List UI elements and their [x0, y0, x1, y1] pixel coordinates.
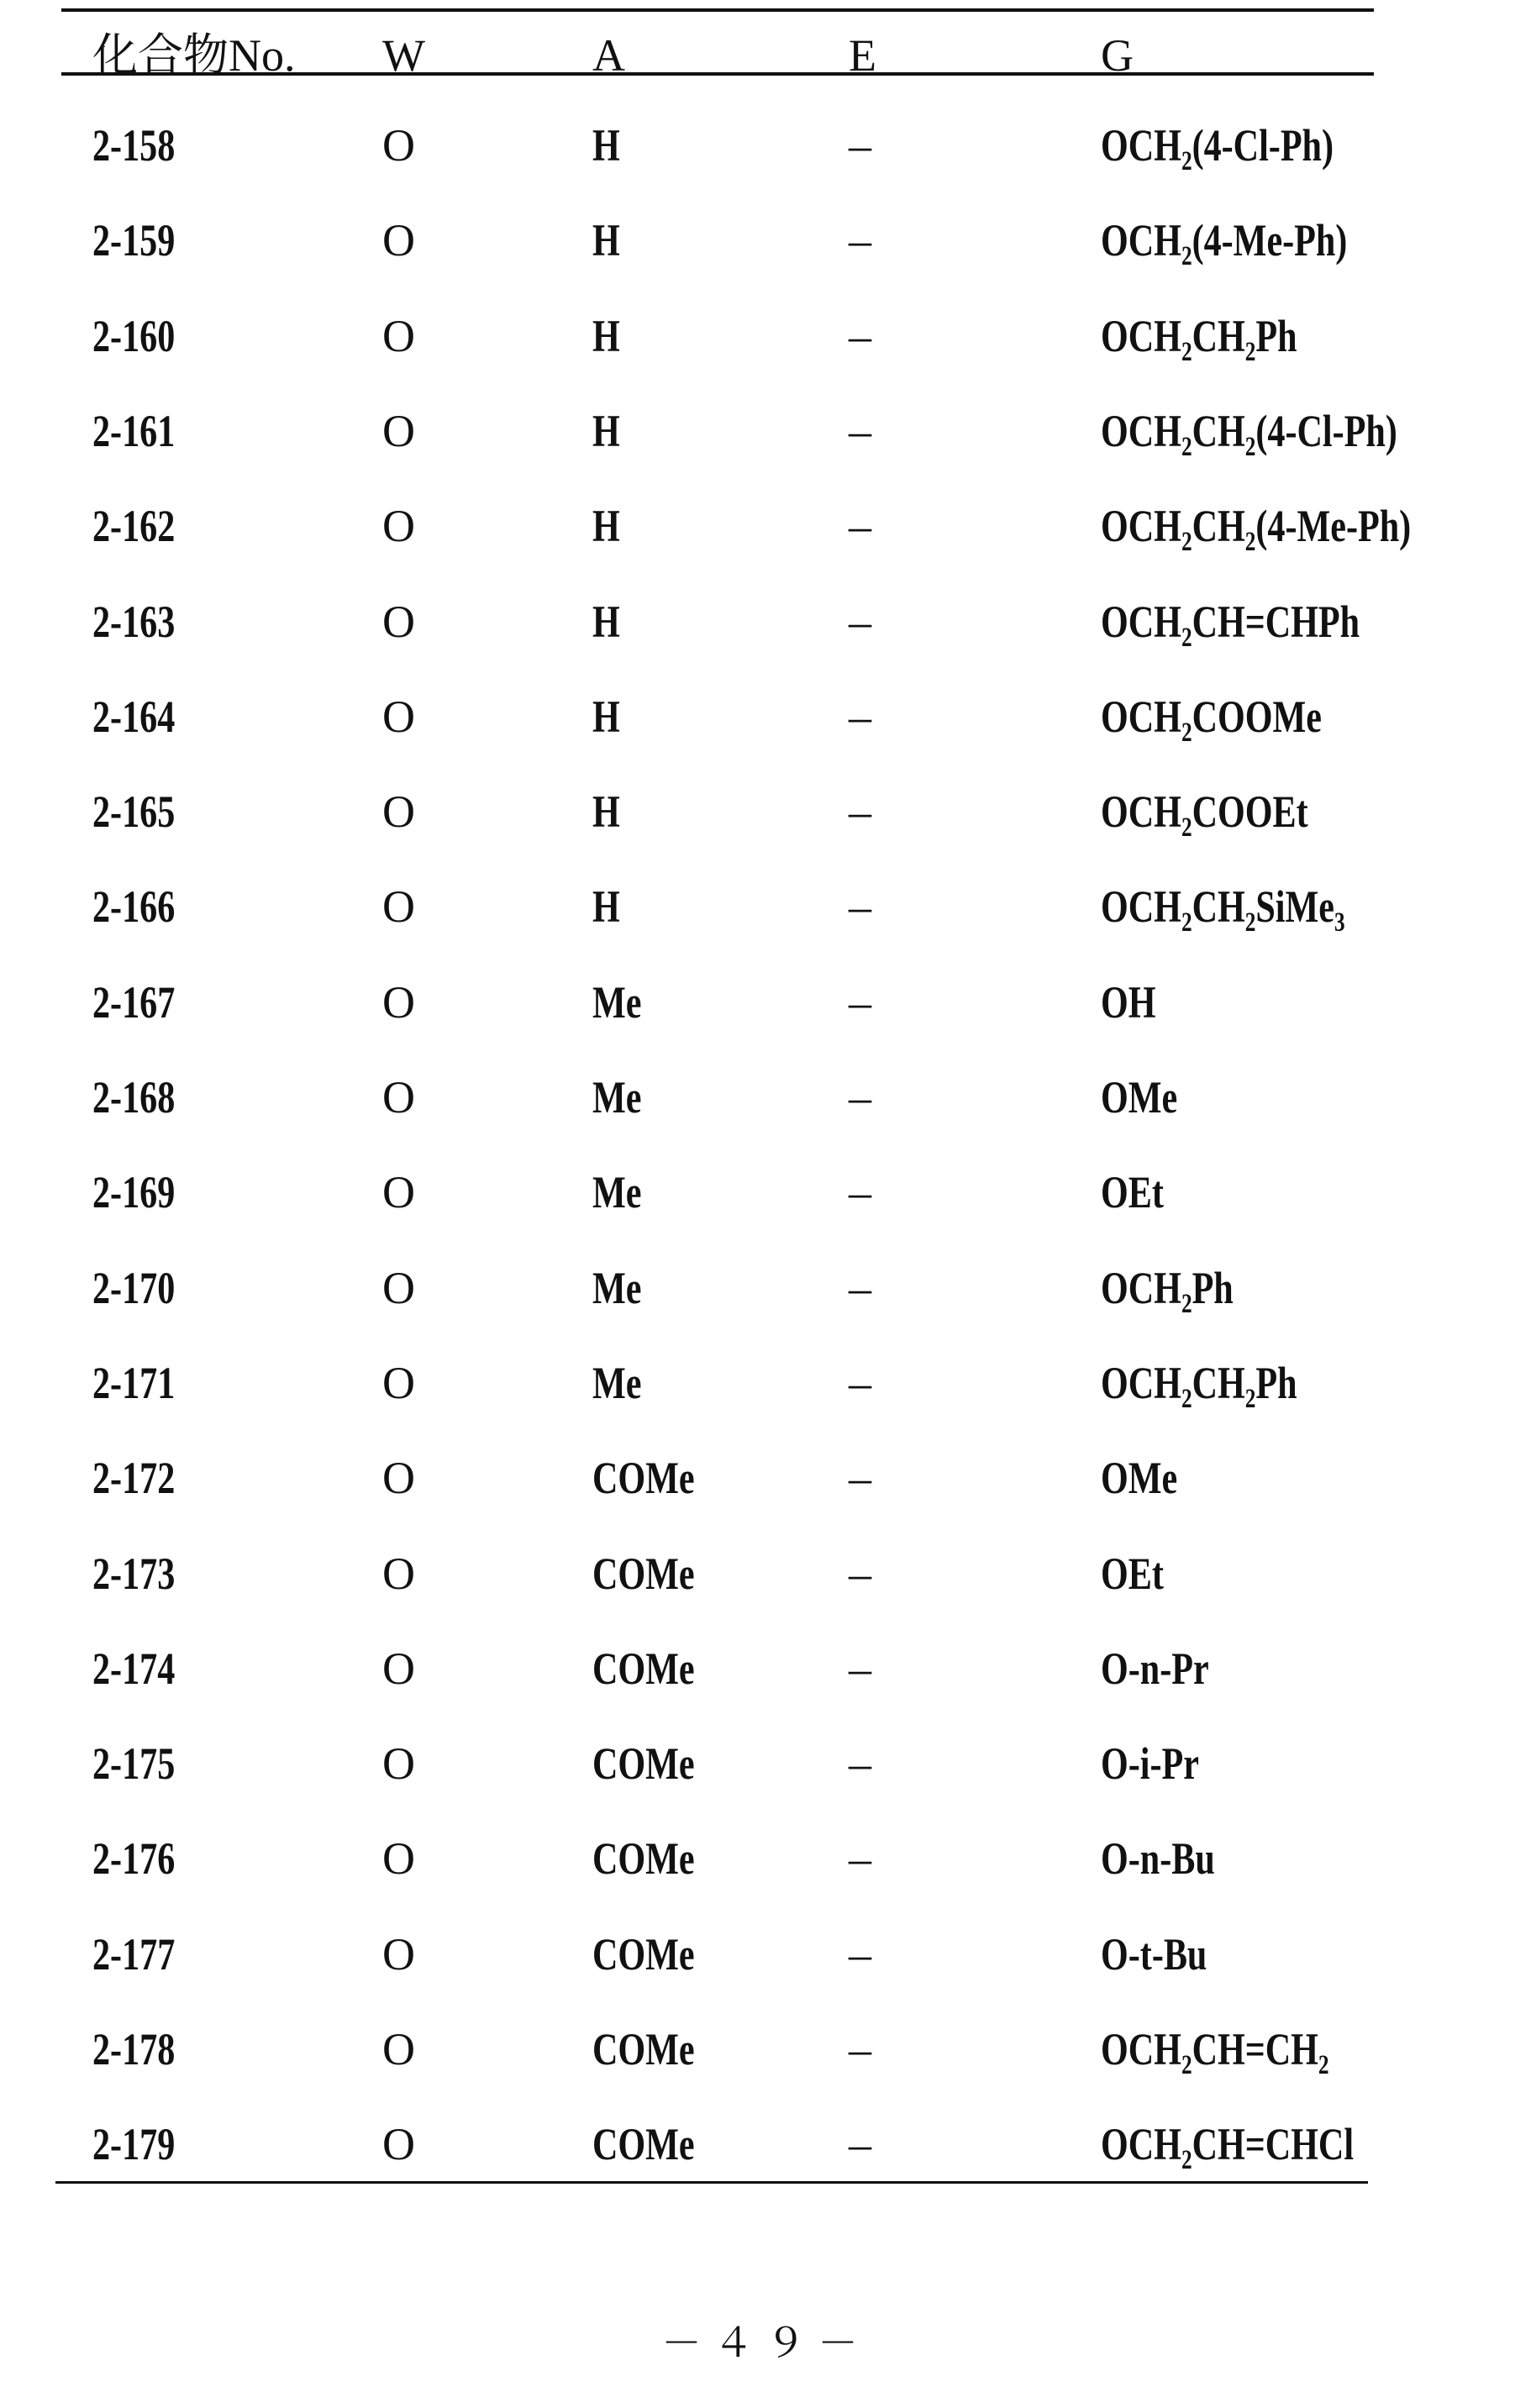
cell-e: – — [849, 1072, 871, 1123]
cell-e: – — [849, 501, 871, 551]
cell-w: O — [382, 1263, 415, 1313]
cell-no: 2-171 — [92, 1358, 175, 1408]
header-bottom-rule — [61, 72, 1374, 76]
cell-a: COMe — [592, 2024, 695, 2074]
cell-no: 2-166 — [92, 881, 175, 932]
cell-w: O — [382, 215, 415, 266]
cell-w: O — [382, 786, 415, 837]
cell-e: – — [849, 2024, 871, 2074]
cell-a: Me — [592, 1358, 641, 1408]
cell-e: – — [849, 1548, 871, 1599]
cell-a: Me — [592, 1167, 641, 1217]
cell-g: OCH₂CH₂Ph — [1101, 311, 1297, 361]
cell-a: H — [592, 311, 620, 361]
cell-a: H — [592, 120, 620, 171]
cell-g: OCH₂CH=CHCl — [1101, 2119, 1354, 2169]
cell-e: – — [849, 977, 871, 1028]
cell-no: 2-172 — [92, 1453, 175, 1503]
cell-g: O-n-Pr — [1101, 1643, 1209, 1694]
cell-no: 2-163 — [92, 597, 175, 647]
cell-w: O — [382, 1929, 415, 1980]
table-top-rule — [61, 8, 1374, 12]
cell-no: 2-170 — [92, 1263, 175, 1313]
cell-e: – — [849, 1453, 871, 1503]
cell-e: – — [849, 2119, 871, 2169]
cell-w: O — [382, 311, 415, 361]
cell-no: 2-160 — [92, 311, 175, 361]
cell-g: OCH₂(4-Me-Ph) — [1101, 215, 1347, 266]
cell-e: – — [849, 786, 871, 837]
cell-g: OEt — [1101, 1548, 1164, 1599]
cell-g: OCH₂CH₂SiMe₃ — [1101, 881, 1345, 932]
cell-w: O — [382, 120, 415, 171]
cell-no: 2-158 — [92, 120, 175, 171]
cell-w: O — [382, 1643, 415, 1694]
cell-a: COMe — [592, 1738, 695, 1789]
cell-a: H — [592, 691, 620, 742]
cell-g: OCH₂COOEt — [1101, 786, 1308, 837]
cell-no: 2-167 — [92, 977, 175, 1028]
cell-no: 2-178 — [92, 2024, 175, 2074]
cell-e: – — [849, 1358, 871, 1408]
cell-w: O — [382, 1738, 415, 1789]
cell-e: – — [849, 1738, 871, 1789]
cell-no: 2-159 — [92, 215, 175, 266]
cell-e: – — [849, 1833, 871, 1884]
cell-g: OCH₂CH₂(4-Cl-Ph) — [1101, 406, 1397, 456]
cell-no: 2-164 — [92, 691, 175, 742]
cell-a: Me — [592, 977, 641, 1028]
page-number: －４９－ — [0, 2311, 1531, 2369]
cell-no: 2-168 — [92, 1072, 175, 1123]
header-g: G — [1101, 30, 1134, 81]
cell-g: OCH₂(4-Cl-Ph) — [1101, 120, 1334, 171]
header-a: A — [592, 30, 625, 81]
cell-a: H — [592, 501, 620, 551]
cell-a: H — [592, 881, 620, 932]
cell-w: O — [382, 1167, 415, 1217]
cell-a: Me — [592, 1263, 641, 1313]
cell-e: – — [849, 120, 871, 171]
cell-no: 2-173 — [92, 1548, 175, 1599]
cell-w: O — [382, 977, 415, 1028]
cell-w: O — [382, 2119, 415, 2169]
cell-w: O — [382, 691, 415, 742]
cell-a: Me — [592, 1072, 641, 1123]
table-bottom-rule — [55, 2181, 1368, 2184]
cell-w: O — [382, 501, 415, 551]
cell-no: 2-161 — [92, 406, 175, 456]
cell-g: O-t-Bu — [1101, 1929, 1207, 1980]
cell-e: – — [849, 881, 871, 932]
cell-w: O — [382, 1072, 415, 1123]
cell-w: O — [382, 406, 415, 456]
cell-g: OCH₂COOMe — [1101, 691, 1322, 742]
cell-a: H — [592, 597, 620, 647]
cell-e: – — [849, 1167, 871, 1217]
cell-g: OCH₂CH₂Ph — [1101, 1358, 1297, 1408]
cell-g: O-n-Bu — [1101, 1833, 1215, 1884]
cell-g: OCH₂CH=CH₂ — [1101, 2024, 1329, 2074]
cell-a: COMe — [592, 1453, 695, 1503]
cell-g: OMe — [1101, 1453, 1177, 1503]
cell-g: O-i-Pr — [1101, 1738, 1199, 1789]
cell-a: COMe — [592, 1833, 695, 1884]
header-w: W — [382, 30, 425, 81]
cell-a: H — [592, 786, 620, 837]
cell-e: – — [849, 406, 871, 456]
cell-e: – — [849, 597, 871, 647]
cell-a: H — [592, 406, 620, 456]
cell-a: H — [592, 215, 620, 266]
cell-no: 2-176 — [92, 1833, 175, 1884]
cell-g: OMe — [1101, 1072, 1177, 1123]
cell-w: O — [382, 597, 415, 647]
cell-a: COMe — [592, 1929, 695, 1980]
cell-w: O — [382, 1358, 415, 1408]
cell-g: OCH₂CH₂(4-Me-Ph) — [1101, 501, 1411, 551]
cell-g: OCH₂Ph — [1101, 1263, 1234, 1313]
cell-e: – — [849, 1929, 871, 1980]
cell-e: – — [849, 1263, 871, 1313]
cell-g: OH — [1101, 977, 1156, 1028]
cell-no: 2-179 — [92, 2119, 175, 2169]
header-e: E — [849, 30, 876, 81]
cell-e: – — [849, 691, 871, 742]
cell-g: OCH₂CH=CHPh — [1101, 597, 1360, 647]
cell-w: O — [382, 1453, 415, 1503]
cell-no: 2-175 — [92, 1738, 175, 1789]
cell-w: O — [382, 881, 415, 932]
cell-a: COMe — [592, 1548, 695, 1599]
cell-no: 2-169 — [92, 1167, 175, 1217]
cell-w: O — [382, 2024, 415, 2074]
cell-g: OEt — [1101, 1167, 1164, 1217]
cell-no: 2-174 — [92, 1643, 175, 1694]
cell-a: COMe — [592, 1643, 695, 1694]
cell-no: 2-177 — [92, 1929, 175, 1980]
cell-w: O — [382, 1833, 415, 1884]
cell-e: – — [849, 215, 871, 266]
cell-no: 2-165 — [92, 786, 175, 837]
cell-e: – — [849, 1643, 871, 1694]
header-compound-no: 化合物No. — [92, 30, 296, 81]
cell-e: – — [849, 311, 871, 361]
cell-w: O — [382, 1548, 415, 1599]
cell-a: COMe — [592, 2119, 695, 2169]
cell-no: 2-162 — [92, 501, 175, 551]
